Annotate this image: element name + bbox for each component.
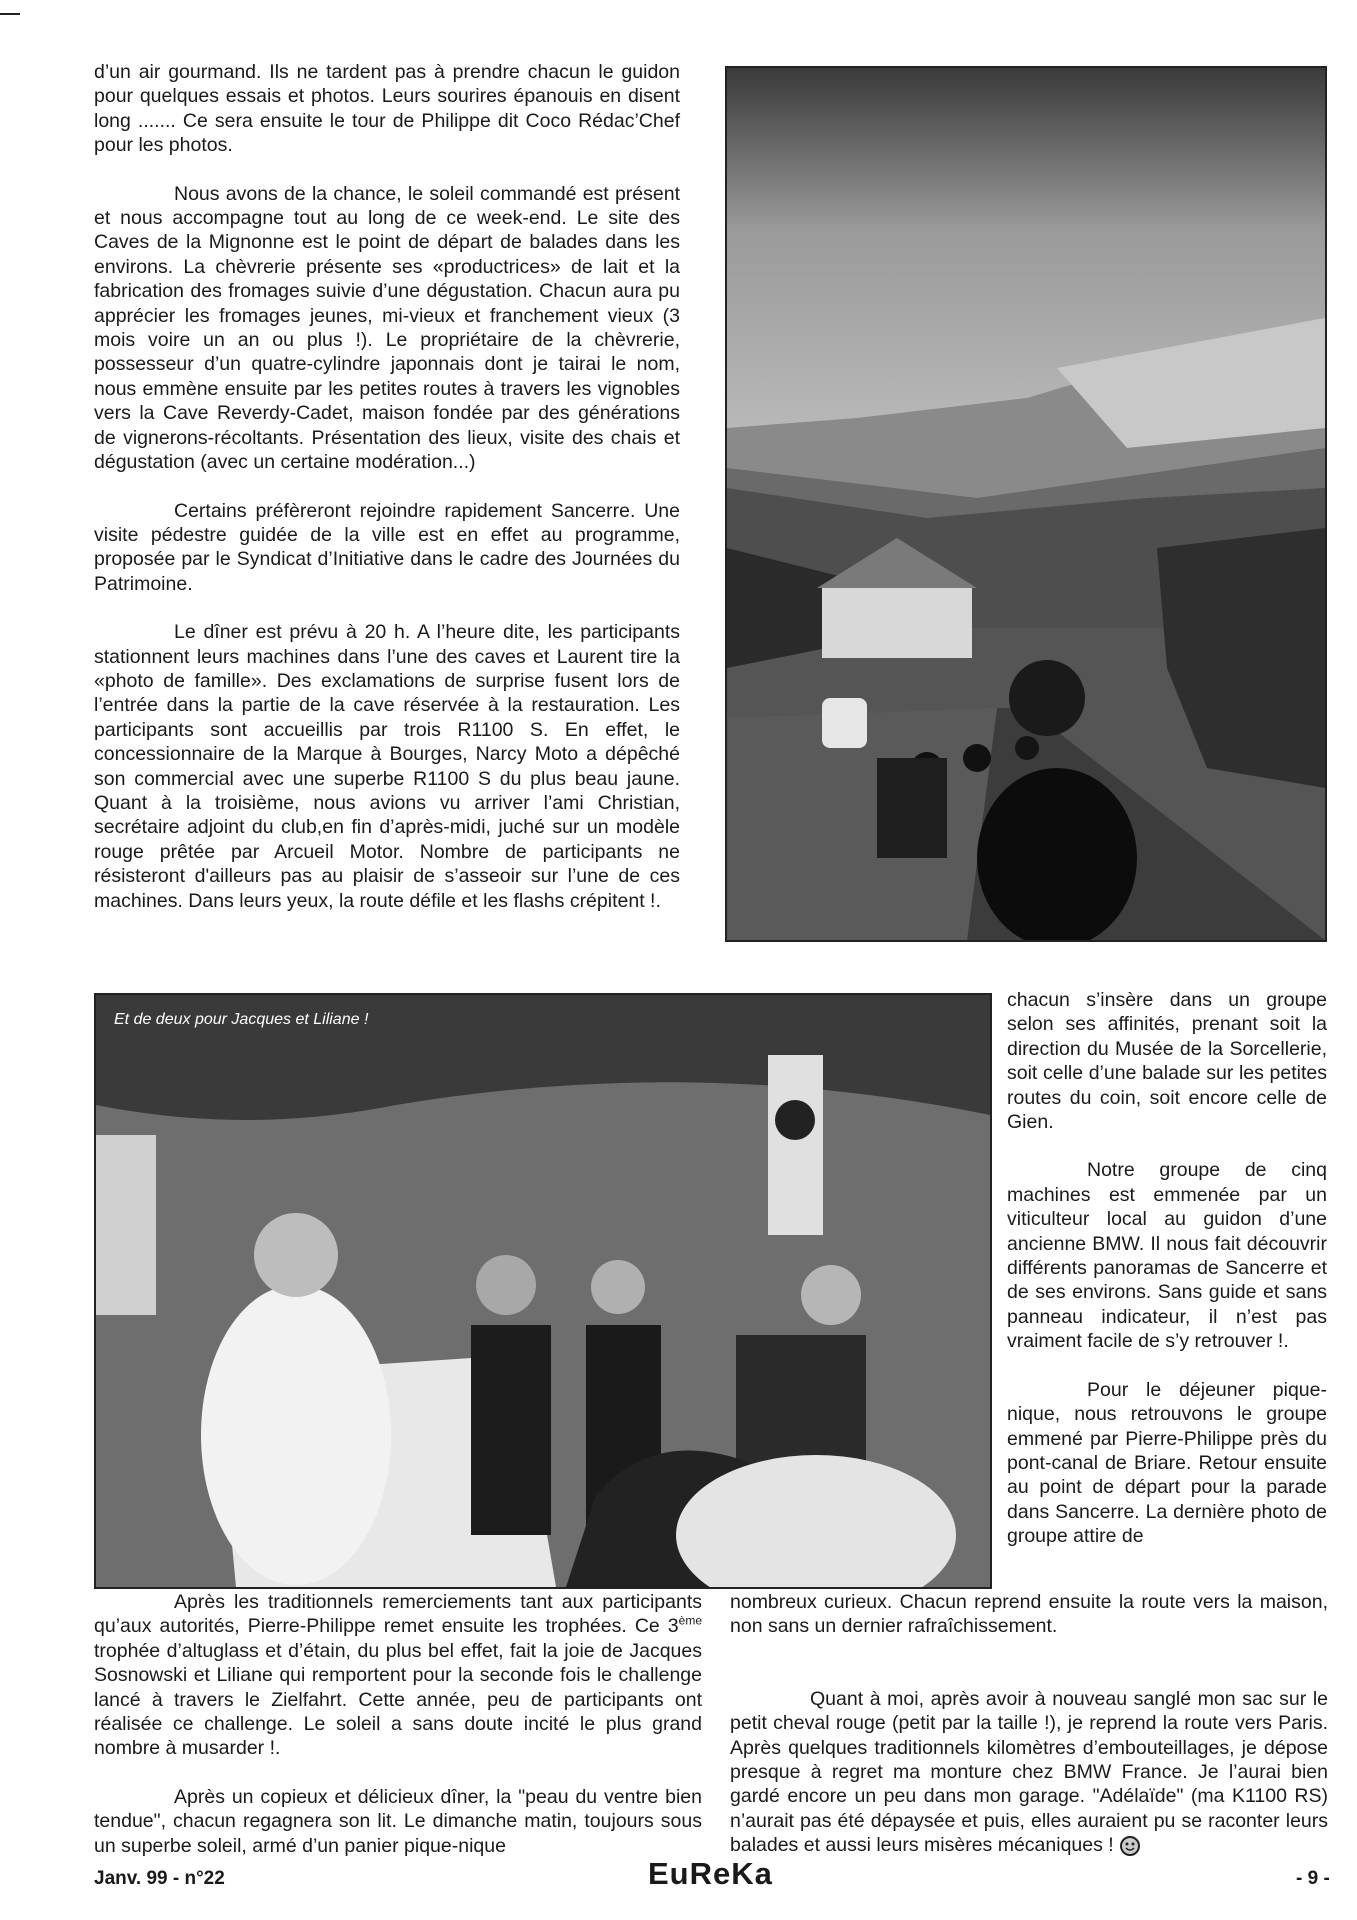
column-right-middle — [1007, 988, 1327, 1549]
column-right-bottom — [730, 1590, 1328, 1858]
paragraph: Pour le déjeuner pique-nique, nous retrouvons le groupe emmené par Pierre-Philippe près du pont-canal de Briare. Retour ensuite au point de départ pour la parade dans Sancerre. La dernière photo de groupe attire de — [1007, 1378, 1327, 1548]
landscape-photo-image — [727, 68, 1325, 940]
page-number: - 9 - — [1296, 1868, 1330, 1889]
dinner-photo-image — [96, 995, 990, 1587]
paragraph-part: trophée d’altuglass et d’étain, du plus bel effet, fait la joie de Jacques Sosnowski et Liliane qui remportent pour la seconde fois le challenge lancé à travers le Zielfahrt. Cette année, peu de participants ont réalisée ce challenge. Le soleil a sans doute incité le plus grand nombre à musarder !. — [94, 1639, 702, 1760]
column-left-top — [94, 60, 680, 913]
paragraph: Certains préfèreront rejoindre rapidement Sancerre. Une visite pédestre guidée de la ville est en effet au programme, proposée par le Syndicat d’Initiative dans le cadre des Journées du Patrimoine. — [94, 499, 680, 595]
paragraph-part: Après les traditionnels remerciements tant aux participants qu’aux autorités, Pierre-Philippe remet ensuite les trophées. Ce 3 — [94, 1591, 702, 1638]
paragraph: d’un air gourmand. Ils ne tardent pas à prendre chacun le guidon pour quelques essais et photos. Leurs sourires épanouis en disent long ....... Ce sera ensuite le tour de Philippe dit Coco Rédac’Chef pour les photos. — [94, 61, 680, 157]
paragraph-text: Quant à moi, après avoir à nouveau sanglé mon sac sur le petit cheval rouge (petit par la taille !), je reprend la route vers Paris. Après quelques traditionnels kilomètres d’embouteillages, je dépose presque à regret ma monture chez BMW France. Je l’aurai bien gardé encore un peu dans mon garage. "Adélaïde" (ma K1100 RS) n’aurait pas été dépaysée et puis, elles auraient pu se raconter leurs balades et aussi leurs misères mécaniques ! — [730, 1687, 1328, 1857]
paragraph: chacun s’insère dans un groupe selon ses affinités, prenant soit la direction du Musée de la Sorcellerie, soit celle d’une balade sur les petites routes du coin, soit encore celle de Gien. — [1007, 989, 1327, 1134]
paragraph: Après un copieux et délicieux dîner, la "peau du ventre bien tendue", chacun regagnera son lit. Le dimanche matin, toujours sous un superbe soleil, armé d’un panier pique-nique — [94, 1785, 702, 1857]
dinner-trophy-photo — [94, 993, 992, 1589]
column-left-bottom — [94, 1590, 702, 1858]
superscript: ème — [678, 1613, 702, 1628]
magazine-logo: EuReKa — [648, 1856, 773, 1891]
paragraph — [730, 1687, 1328, 1858]
paragraph: nombreux curieux. Chacun reprend ensuite la route vers la maison, non sans un dernier rafraîchissement. — [730, 1591, 1328, 1638]
page-edge-mark — [0, 0, 20, 15]
paragraph: Notre groupe de cinq machines est emmenée par un viticulteur local au guidon d’une ancienne BMW. Il nous fait découvrir différents panoramas de Sancerre et de ses environs. Sans guide et sans panneau indicateur, il n’est pas vraiment facile de s’y retrouver !. — [1007, 1159, 1327, 1353]
paragraph — [94, 1590, 702, 1761]
sancerre-road-photo — [725, 66, 1327, 942]
issue-label: Janv. 99 - n°22 — [94, 1868, 225, 1889]
smiley-icon — [1119, 1835, 1141, 1857]
paragraph: Le dîner est prévu à 20 h. A l’heure dite, les participants stationnent leurs machines dans l’une des caves et Laurent tire la «photo de famille». Des exclamations de surprise fusent lors de l’entrée dans la partie de la cave réservée à la restauration. Les participants sont accueillis par trois R1100 S. En effet, le concessionnaire de la Marque à Bourges, Narcy Moto a dépêché son commercial avec une superbe R1100 S du plus beau jaune. Quant à la troisième, nous avions vu arriver l’ami Christian, secrétaire adjoint du club,en fin d’après-midi, juché sur un modèle rouge prêtée par Arcueil Motor. Nombre de participants ne résisteront d'ailleurs pas au plaisir de s’asseoir sur l’une de ces machines. Dans leurs yeux, la route défile et les flashs crépitent !. — [94, 621, 680, 912]
photo-caption: Et de deux pour Jacques et Liliane ! — [114, 1011, 369, 1028]
paragraph: Nous avons de la chance, le soleil commandé est présent et nous accompagne tout au long de ce week-end. Le site des Caves de la Mignonne est le point de départ de balades dans les environs. La chèvrerie présente ses «productrices» de lait et la fabrication des fromages suivie d’une dégustation. Chacun aura pu apprécier les fromages jeunes, mi-vieux et franchement vieux (3 mois voire un an ou plus !). Le propriétaire de la chèvrerie, possesseur d’un quatre-cylindre japonnais dont je tairai le nom, nous emmène ensuite par les petites routes à travers les vignobles vers la Cave Reverdy-Cadet, maison fondée par des générations de vignerons-récoltants. Présentation des lieux, visite des chais et dégustation (avec un certaine modération...) — [94, 182, 680, 474]
